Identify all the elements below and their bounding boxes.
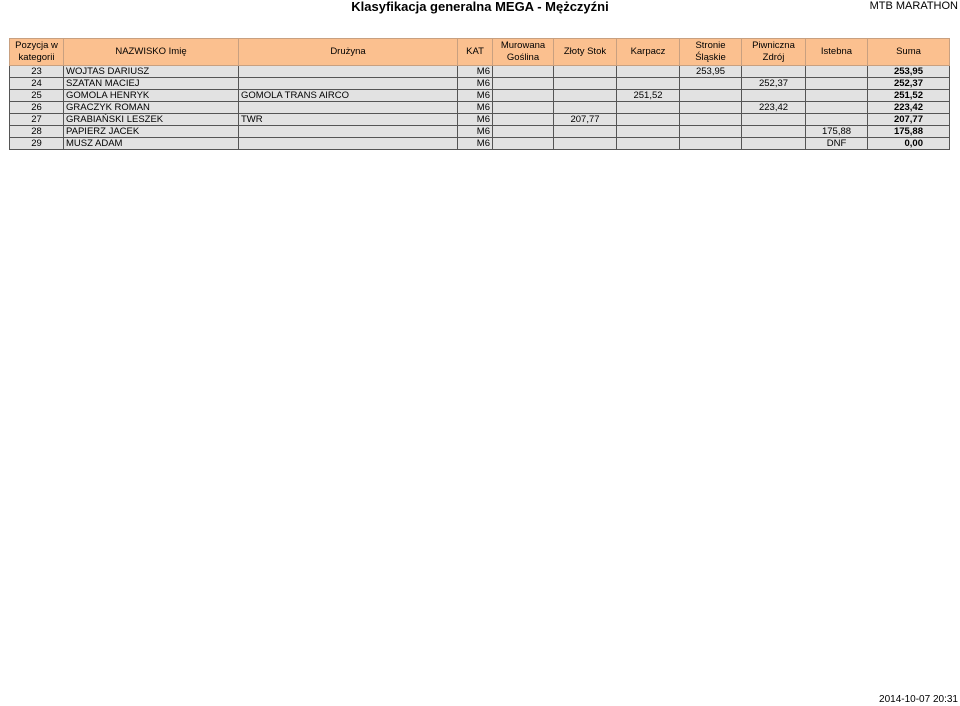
table-cell: MUSZ ADAM (64, 138, 239, 150)
table-cell: 24 (10, 78, 64, 90)
table-cell (680, 78, 742, 90)
column-header: Karpacz (617, 39, 680, 66)
table-cell: 25 (10, 90, 64, 102)
table-cell (742, 126, 806, 138)
table-row (10, 90, 950, 102)
table-cell (806, 114, 868, 126)
table-cell (680, 126, 742, 138)
table-cell: M6 (458, 138, 493, 150)
table-cell (554, 126, 617, 138)
table-cell (742, 138, 806, 150)
table-cell: DNF (806, 138, 868, 150)
table-cell: 252,37 (742, 78, 806, 90)
table-cell (493, 90, 554, 102)
table-cell (680, 114, 742, 126)
column-header: Drużyna (239, 39, 458, 66)
table-cell (239, 78, 458, 90)
table-row (10, 102, 950, 114)
table-cell (239, 138, 458, 150)
table-cell: M6 (458, 102, 493, 114)
table-cell: 207,77 (554, 114, 617, 126)
results-table (9, 38, 950, 150)
table-cell (617, 102, 680, 114)
table-row (10, 78, 950, 90)
table-cell (493, 102, 554, 114)
table-row (10, 114, 950, 126)
table-cell (554, 102, 617, 114)
table-cell (617, 78, 680, 90)
table-cell (493, 66, 554, 78)
table-cell (554, 66, 617, 78)
table-cell (806, 102, 868, 114)
table-cell: 0,00 (868, 138, 950, 150)
table-cell (617, 138, 680, 150)
table-cell (554, 138, 617, 150)
table-cell: 223,42 (742, 102, 806, 114)
column-header: Pozycja w kategorii (10, 39, 64, 66)
column-header: Stronie Śląskie (680, 39, 742, 66)
table-cell: GRACZYK ROMAN (64, 102, 239, 114)
table-cell (239, 66, 458, 78)
table-cell: WOJTAS DARIUSZ (64, 66, 239, 78)
table-cell (742, 66, 806, 78)
table-cell: M6 (458, 114, 493, 126)
table-cell (239, 102, 458, 114)
table-cell (680, 138, 742, 150)
table-cell: 223,42 (868, 102, 950, 114)
table-cell (493, 78, 554, 90)
table-cell (554, 90, 617, 102)
table-cell: 253,95 (868, 66, 950, 78)
table-cell: 23 (10, 66, 64, 78)
table-cell: M6 (458, 126, 493, 138)
table-cell (680, 90, 742, 102)
table-cell (493, 126, 554, 138)
table-cell (617, 126, 680, 138)
table-cell (617, 114, 680, 126)
table-cell: M6 (458, 66, 493, 78)
table-cell: 251,52 (868, 90, 950, 102)
table-cell (742, 90, 806, 102)
table-cell (742, 114, 806, 126)
table-cell: GOMOLA HENRYK (64, 90, 239, 102)
column-header: Piwniczna Zdrój (742, 39, 806, 66)
page-title: Klasyfikacja generalna MEGA - Mężczyźni (351, 0, 609, 14)
table-cell (617, 66, 680, 78)
table-cell: 207,77 (868, 114, 950, 126)
table-cell: 175,88 (806, 126, 868, 138)
table-row (10, 138, 950, 150)
table-cell: TWR (239, 114, 458, 126)
table-cell: M6 (458, 78, 493, 90)
table-row (10, 126, 950, 138)
table-cell: 253,95 (680, 66, 742, 78)
table-cell (493, 138, 554, 150)
column-header: NAZWISKO Imię (64, 39, 239, 66)
table-row (10, 66, 950, 78)
table-cell: 252,37 (868, 78, 950, 90)
column-header: Istebna (806, 39, 868, 66)
column-header: Suma (868, 39, 950, 66)
table-cell (239, 126, 458, 138)
table-cell: 251,52 (617, 90, 680, 102)
brand-label: MTB MARATHON (869, 0, 958, 12)
table-cell: M6 (458, 90, 493, 102)
table-cell: 28 (10, 126, 64, 138)
column-header: KAT (458, 39, 493, 66)
table-cell (806, 90, 868, 102)
table-cell (554, 78, 617, 90)
table-cell: PAPIERZ JACEK (64, 126, 239, 138)
column-header: Murowana Goślina (493, 39, 554, 66)
table-cell: 175,88 (868, 126, 950, 138)
table-cell: 27 (10, 114, 64, 126)
table-cell: SZATAN MACIEJ (64, 78, 239, 90)
table-cell: 26 (10, 102, 64, 114)
table-cell (493, 114, 554, 126)
table-cell: 29 (10, 138, 64, 150)
table-cell: GOMOLA TRANS AIRCO (239, 90, 458, 102)
table-cell: GRABIAŃSKI LESZEK (64, 114, 239, 126)
column-header: Złoty Stok (554, 39, 617, 66)
table-cell (680, 102, 742, 114)
table-cell (806, 66, 868, 78)
table-cell (806, 78, 868, 90)
timestamp: 2014-10-07 20:31 (879, 694, 958, 705)
